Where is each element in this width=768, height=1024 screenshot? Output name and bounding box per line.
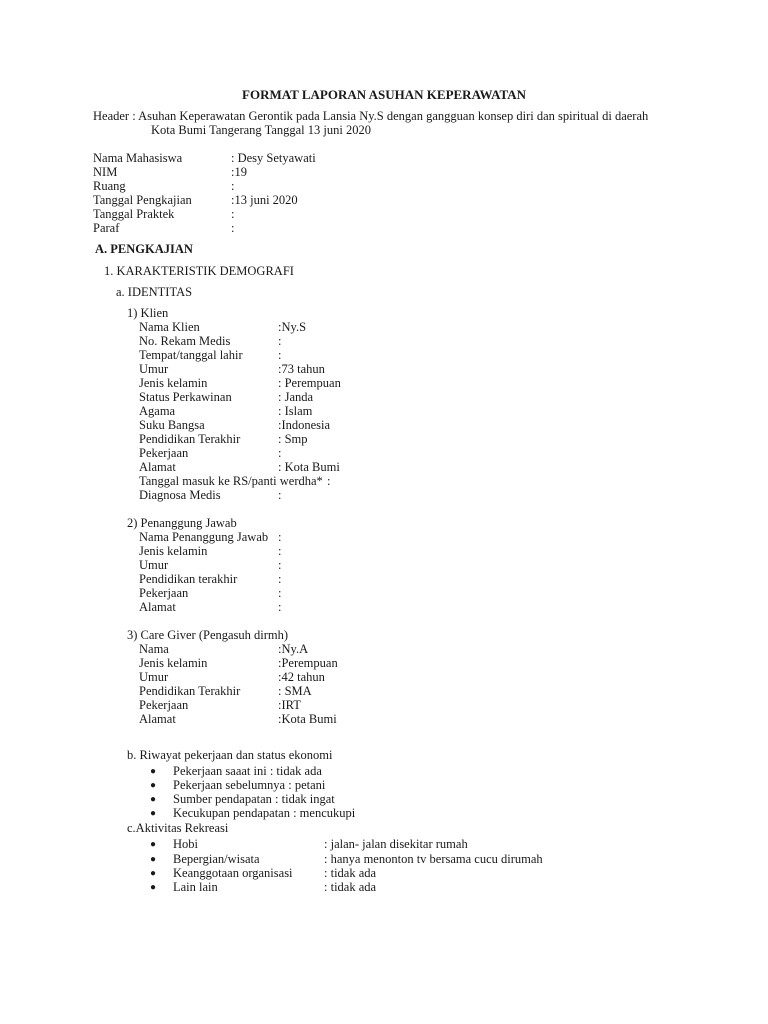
- student-value: :: [231, 221, 235, 235]
- klien-value: :73 tahun: [278, 362, 325, 376]
- klien-label: Tanggal masuk ke RS/panti werdha*: [139, 474, 323, 488]
- bullet-icon: ●: [150, 766, 157, 777]
- list-item-value: : hanya menonton tv bersama cucu dirumah: [324, 852, 543, 866]
- bullet-icon: ●: [150, 808, 157, 819]
- klien-value: : Smp: [278, 432, 308, 446]
- list-item: Pekerjaan saaat ini : tidak ada: [173, 764, 322, 778]
- klien-label: No. Rekam Medis: [139, 334, 231, 348]
- klien-label: Umur: [139, 362, 169, 376]
- penanggung-label: Pekerjaan: [139, 586, 189, 600]
- klien-label: Nama Klien: [139, 320, 200, 334]
- klien-value: :: [278, 348, 282, 362]
- student-label: Tanggal Praktek: [93, 207, 175, 221]
- caregiver-value: :42 tahun: [278, 670, 325, 684]
- penanggung-heading: 2) Penanggung Jawab: [127, 516, 237, 530]
- student-value: :19: [231, 165, 247, 179]
- klien-label: Suku Bangsa: [139, 418, 205, 432]
- klien-label: Status Perkawinan: [139, 390, 232, 404]
- student-value: :: [231, 207, 235, 221]
- penanggung-value: :: [278, 558, 282, 572]
- caregiver-value: :Kota Bumi: [278, 712, 337, 726]
- klien-value: : Islam: [278, 404, 313, 418]
- klien-label: Pendidikan Terakhir: [139, 432, 241, 446]
- list-item-value: : tidak ada: [324, 866, 377, 880]
- klien-label: Jenis kelamin: [139, 376, 208, 390]
- klien-value: :Indonesia: [278, 418, 331, 432]
- klien-label: Pekerjaan: [139, 446, 189, 460]
- student-label: Ruang: [93, 179, 126, 193]
- header-line-1: Header : Asuhan Keperawatan Gerontik pada Lansia Ny.S dengan gangguan konsep diri dan spiritual di daerah: [93, 109, 649, 123]
- student-value: : Desy Setyawati: [231, 151, 316, 165]
- caregiver-value: :IRT: [278, 698, 301, 712]
- document-title: FORMAT LAPORAN ASUHAN KEPERAWATAN: [242, 87, 526, 102]
- list-item-value: : jalan- jalan disekitar rumah: [324, 837, 468, 851]
- caregiver-label: Umur: [139, 670, 169, 684]
- klien-value: : Janda: [278, 390, 314, 404]
- list-item-label: Bepergian/wisata: [173, 852, 260, 866]
- caregiver-heading: 3) Care Giver (Pengasuh dirmh): [127, 628, 289, 642]
- klien-value: : Perempuan: [278, 376, 341, 390]
- klien-value: :: [278, 334, 282, 348]
- penanggung-value: :: [278, 544, 282, 558]
- penanggung-value: :: [278, 600, 282, 614]
- klien-value: : Kota Bumi: [278, 460, 340, 474]
- student-label: Paraf: [93, 221, 120, 235]
- header-line-2: Kota Bumi Tangerang Tanggal 13 juni 2020: [151, 123, 371, 137]
- list-item-label: Hobi: [173, 837, 198, 851]
- section-c-heading: c.Aktivitas Rekreasi: [127, 821, 229, 835]
- caregiver-label: Pendidikan Terakhir: [139, 684, 241, 698]
- student-label: NIM: [93, 165, 118, 179]
- bullet-icon: ●: [150, 854, 157, 865]
- bullet-icon: ●: [150, 839, 157, 850]
- penanggung-label: Umur: [139, 558, 169, 572]
- bullet-icon: ●: [150, 780, 157, 791]
- caregiver-label: Nama: [139, 642, 169, 656]
- list-item-value: : tidak ada: [324, 880, 377, 894]
- list-item: Pekerjaan sebelumnya : petani: [173, 778, 326, 792]
- section-1-heading: 1. KARAKTERISTIK DEMOGRAFI: [104, 264, 294, 278]
- list-item-label: Lain lain: [173, 880, 218, 894]
- caregiver-label: Alamat: [139, 712, 176, 726]
- penanggung-label: Alamat: [139, 600, 176, 614]
- penanggung-value: :: [278, 572, 282, 586]
- student-value: :13 juni 2020: [231, 193, 298, 207]
- klien-value: :: [278, 488, 282, 502]
- klien-heading: 1) Klien: [127, 306, 169, 320]
- penanggung-value: :: [278, 530, 282, 544]
- student-label: Tanggal Pengkajian: [93, 193, 192, 207]
- klien-value: :Ny.S: [278, 320, 307, 334]
- student-value: :: [231, 179, 235, 193]
- bullet-icon: ●: [150, 882, 157, 893]
- klien-value: :: [327, 474, 331, 488]
- klien-label: Diagnosa Medis: [139, 488, 221, 502]
- caregiver-label: Jenis kelamin: [139, 656, 208, 670]
- caregiver-value: :Perempuan: [278, 656, 338, 670]
- list-item: Sumber pendapatan : tidak ingat: [173, 792, 335, 806]
- caregiver-value: :Ny.A: [278, 642, 309, 656]
- penanggung-label: Pendidikan terakhir: [139, 572, 238, 586]
- klien-value: :: [278, 446, 282, 460]
- klien-label: Tempat/tanggal lahir: [139, 348, 243, 362]
- header-block: [93, 109, 693, 137]
- list-item: Kecukupan pendapatan : mencukupi: [173, 806, 356, 820]
- penanggung-value: :: [278, 586, 282, 600]
- penanggung-label: Jenis kelamin: [139, 544, 208, 558]
- bullet-icon: ●: [150, 868, 157, 879]
- section-1a-heading: a. IDENTITAS: [116, 285, 193, 299]
- klien-label: Alamat: [139, 460, 176, 474]
- penanggung-label: Nama Penanggung Jawab: [139, 530, 269, 544]
- section-a-heading: A. PENGKAJIAN: [95, 242, 193, 256]
- section-b-heading: b. Riwayat pekerjaan dan status ekonomi: [127, 748, 333, 762]
- bullet-icon: ●: [150, 794, 157, 805]
- list-item-label: Keanggotaan organisasi: [173, 866, 293, 880]
- klien-label: Agama: [139, 404, 176, 418]
- caregiver-value: : SMA: [278, 684, 312, 698]
- caregiver-label: Pekerjaan: [139, 698, 189, 712]
- student-label: Nama Mahasiswa: [93, 151, 183, 165]
